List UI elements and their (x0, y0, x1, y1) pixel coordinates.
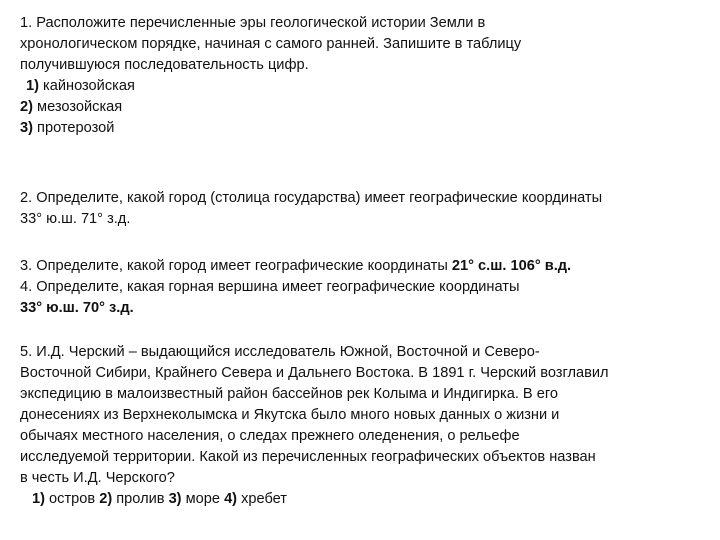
question-5-line: обычаях местного населения, о следах прежнего оледенения, о рельефе (20, 428, 520, 444)
answer-options (20, 489, 710, 510)
answer-text: остров (49, 491, 96, 507)
questions-3-4 (20, 256, 710, 319)
question-3-text: 3. Определите, какой город имеет географические координаты (20, 258, 448, 274)
question-2 (20, 188, 710, 230)
question-5 (20, 342, 710, 510)
answer-number: 2) (99, 491, 113, 507)
era-option-text: протерозой (37, 120, 115, 136)
era-option (20, 97, 710, 118)
era-option-number: 1) (26, 78, 39, 94)
answer-text: море (185, 491, 220, 507)
era-option-number: 2) (20, 99, 33, 115)
question-4-text: 4. Определите, какая горная вершина имеет географические координаты (20, 279, 520, 295)
question-1 (20, 13, 710, 139)
question-1-line: 1. Расположите перечисленные эры геологической истории Земли в (20, 15, 486, 31)
question-5-line: исследуемой территории. Какой из перечисленных географических объектов назван (20, 449, 596, 465)
question-4-coords: 33° ю.ш. 70° з.д. (20, 300, 134, 316)
answer-number: 4) (224, 491, 238, 507)
era-option (20, 118, 710, 139)
question-2-line: 33° ю.ш. 71° з.д. (20, 211, 131, 227)
answer-number: 3) (168, 491, 182, 507)
question-2-line: 2. Определите, какой город (столица государства) имеет географические координаты (20, 190, 603, 206)
era-option-text: кайнозойская (43, 78, 135, 94)
question-5-line: донесениях из Верхнеколымска и Якутска было много новых данных о жизни и (20, 407, 560, 423)
era-option (20, 76, 710, 97)
question-5-line: в честь И.Д. Черского? (20, 470, 175, 486)
question-3 (20, 256, 710, 277)
question-5-line: Восточной Сибири, Крайнего Севера и Дальнего Востока. В 1891 г. Черский возглавил (20, 365, 609, 381)
question-1-line: хронологическом порядке, начиная с самого ранней. Запишите в таблицу (20, 36, 522, 52)
question-5-line: 5. И.Д. Черский – выдающийся исследователь Южной, Восточной и Северо- (20, 344, 540, 360)
era-option-number: 3) (20, 120, 33, 136)
question-3-coords: 21° с.ш. 106° в.д. (451, 258, 572, 274)
question-5-line: экспедицию в малоизвестный район бассейнов рек Колыма и Индигирка. В его (20, 386, 558, 402)
question-1-line: получившуюся последовательность цифр. (20, 57, 309, 73)
era-option-text: мезозойская (37, 99, 123, 115)
answer-text: пролив (116, 491, 165, 507)
answer-number: 1) (32, 491, 45, 507)
answer-text: хребет (241, 491, 287, 507)
